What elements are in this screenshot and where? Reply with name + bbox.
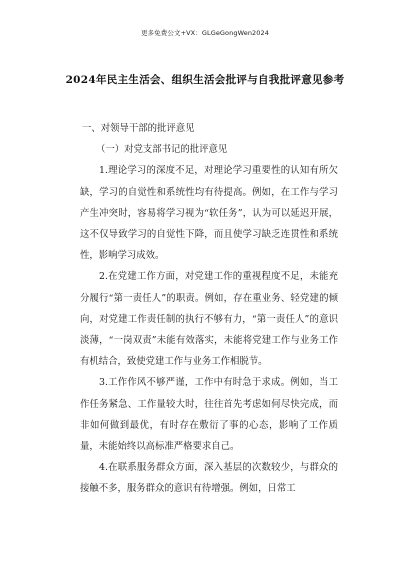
header-note: 更多免费公文+VX：GLGeGongWen2024	[140, 29, 269, 37]
paragraph-1: 1.理论学习的深度不足，对理论学习重要性的认知有所欠缺，学习的自觉性和系统性均有待提高。例如，在工作与学习产生冲突时，容易将学习视为“软任务”，认为可以延迟开展，这不仅导致学习的自觉性下降，而且使学习缺乏连贯性和系统性，影响学习成效。	[80, 165, 338, 262]
document-body	[80, 118, 338, 500]
paragraph-3: 3.工作作风不够严谨，工作中有时急于求成。例如，当工作任务紧急、工作量较大时，往往首先考虑如何尽快完成，而非如何做到最优，有时存在敷衍了事的心态，影响了工作质量，未能始终以高标准严格要求自己。	[80, 377, 338, 453]
subsection-heading: （一）对党支部书记的批评意见	[96, 144, 228, 156]
paragraph-4: 4.在联系服务群众方面，深入基层的次数较少，与群众的接触不多，服务群众的意识有待增强。例如，日常工	[80, 462, 338, 495]
section-heading: 一、对领导干部的批评意见	[82, 123, 195, 134]
document-title: 2024年民主生活会、组织生活会批评与自我批评意见参考	[65, 74, 345, 86]
paragraph-2: 2.在党建工作方面，对党建工作的重视程度不足，未能充分履行“第一责任人”的职责。例如，存在重业务、轻党建的倾向，对党建工作责任制的执行不够有力，“第一责任人”的意识淡薄，“一岗双责”未能有效落实，未能将党建工作与业务工作有机结合，致使党建工作与业务工作相脱节。	[80, 271, 338, 368]
